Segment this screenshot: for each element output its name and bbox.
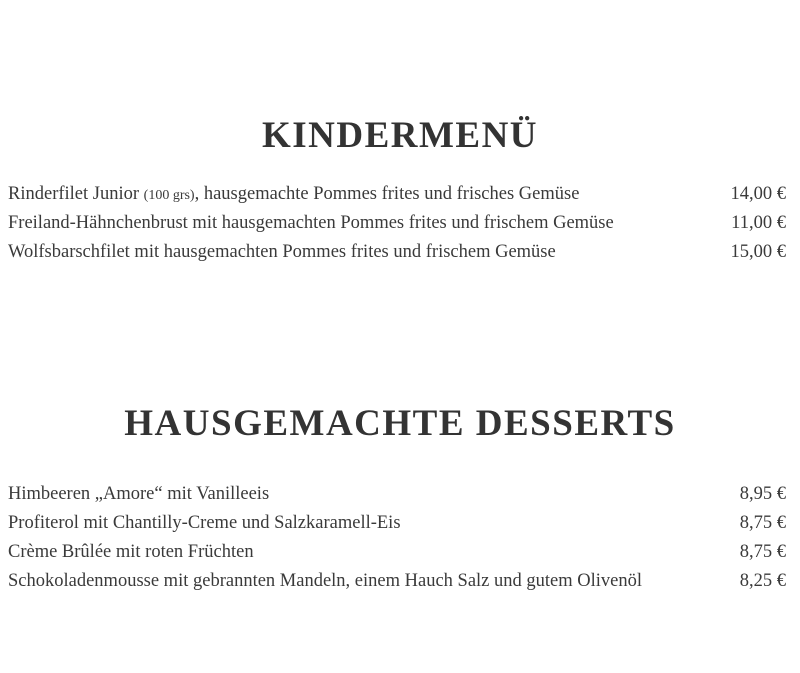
item-name: [8, 180, 579, 210]
desserts-title: HAUSGEMACHTE DESSERTS: [124, 403, 676, 444]
item-price: 14,00 €: [730, 184, 786, 204]
menu-item: [0, 480, 800, 509]
desserts-section: [0, 400, 800, 596]
menu-item: [0, 509, 800, 538]
menu-item: [0, 238, 800, 267]
item-name: Freiland-Hähnchenbrust mit hausgemachten Pommes frites und frischem Gemüse: [8, 213, 614, 233]
kids-menu-list: [0, 180, 800, 267]
item-price: 15,00 €: [730, 242, 786, 262]
kids-menu-section: [0, 112, 800, 267]
menu-item: [0, 538, 800, 567]
desserts-list: [0, 480, 800, 596]
item-name-part: Rinderfilet Junior: [8, 184, 144, 204]
item-price: 8,75 €: [739, 542, 786, 562]
item-name: Schokoladenmousse mit gebrannten Mandeln, einem Hauch Salz und gutem Olivenöl: [8, 571, 642, 591]
item-price: 8,95 €: [739, 484, 786, 504]
item-portion-note: (100 grs): [143, 188, 195, 203]
menu-item: [0, 209, 800, 238]
item-price: 11,00 €: [731, 213, 786, 233]
item-name: Crème Brûlée mit roten Früchten: [8, 542, 254, 562]
item-name: Himbeeren „Amore“ mit Vanilleeis: [8, 484, 270, 504]
item-name: Wolfsbarschfilet mit hausgemachten Pommes frites und frischem Gemüse: [8, 242, 556, 262]
menu-item: [0, 180, 800, 209]
item-name: Profiterol mit Chantilly-Creme und Salzkaramell-Eis: [8, 513, 401, 533]
kids-menu-title: KINDERMENÜ: [261, 115, 539, 156]
item-price: 8,75 €: [739, 513, 786, 533]
menu-item: [0, 567, 800, 596]
item-name-part: , hausgemachte Pommes frites und frisches Gemüse: [194, 184, 580, 204]
item-price: 8,25 €: [739, 571, 786, 591]
